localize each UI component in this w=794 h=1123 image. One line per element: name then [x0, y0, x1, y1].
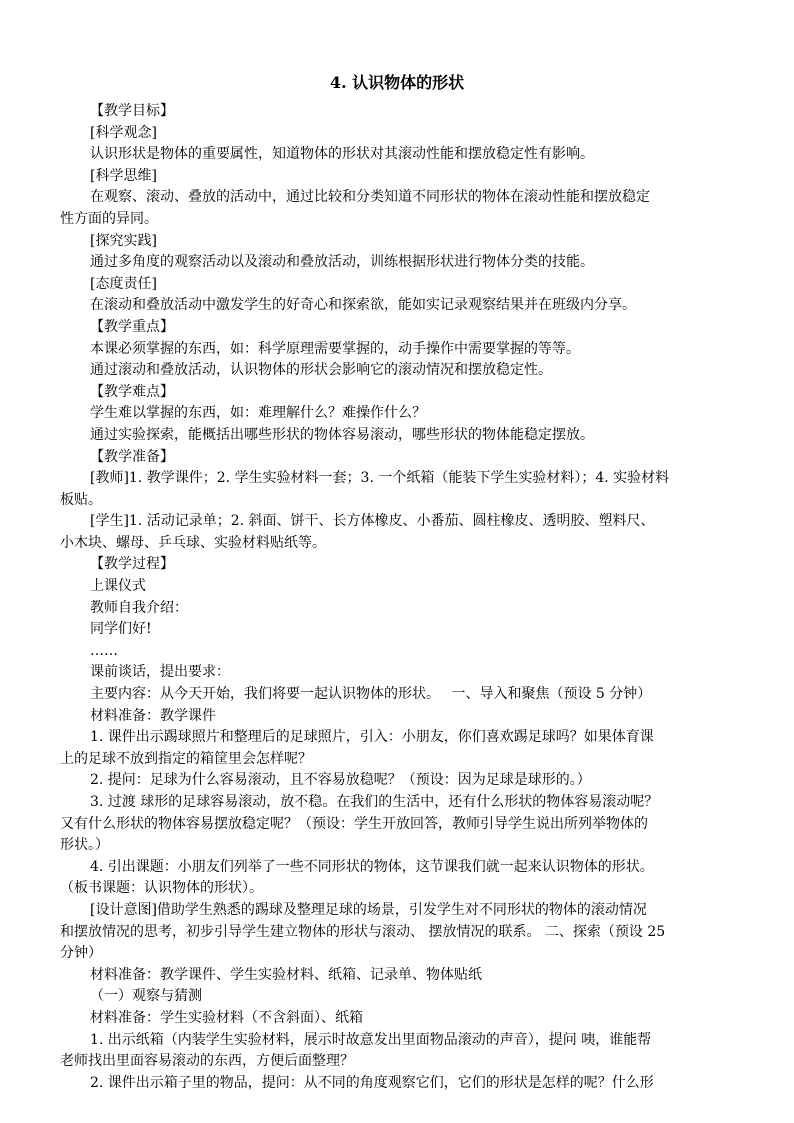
- text-line: 材料准备：教学课件、学生实验材料、纸箱、记录单、物体贴纸: [90, 966, 482, 983]
- text-line: 通过实验探索，能概括出哪些形状的物体容易滚动，哪些形状的物体能稳定摆放。: [90, 426, 594, 443]
- document-title: 4. 认识物体的形状: [329, 73, 465, 92]
- text-line: [态度责任]: [90, 275, 157, 292]
- text-line: 教师自我介绍：: [90, 599, 188, 616]
- text-line: [探究实践]: [90, 232, 157, 249]
- text-line: 【教学准备】: [90, 448, 174, 465]
- text-line: [设计意图]借助学生熟悉的踢球及整理足球的场景，引发学生对不同形状的物体的滚动情况: [90, 901, 647, 918]
- text-line: 老师找出里面容易滚动的东西，方便后面整理？: [60, 1053, 354, 1070]
- text-line: 2. 提问：足球为什么容易滚动，且不容易放稳呢？（预设：因为足球是球形的。）: [90, 772, 591, 789]
- text-line: 1. 课件出示踢球照片和整理后的足球照片，引入：小朋友，你们喜欢踢足球吗？如果体育课: [90, 729, 654, 746]
- text-line: [学生]1. 活动记录单；2. 斜面、饼干、长方体橡皮、小番茄、圆柱橡皮、透明胶、塑料尺、: [90, 513, 655, 530]
- text-line: ……: [90, 642, 118, 659]
- text-line: 和摆放情况的思考，初步引导学生建立物体的形状与滚动、 摆放情况的联系。 二、探索（预设 25: [60, 923, 666, 940]
- text-line: 板贴。: [60, 491, 102, 508]
- text-line: （板书课题：认识物体的形状）。: [60, 880, 263, 897]
- text-line: 性方面的异同。: [60, 210, 158, 227]
- text-line: 3. 过渡 球形的足球容易滚动，放不稳。在我们的生活中，还有什么形状的物体容易滚动呢？: [90, 794, 659, 810]
- text-line: 材料准备：学生实验材料（不含斜面）、纸箱: [90, 1009, 363, 1026]
- text-line: 课前谈话，提出要求：: [90, 664, 230, 681]
- text-line: 1. 出示纸箱（内装学生实验材料，展示时故意发出里面物品滚动的声音），提问 咦，谁能帮: [90, 1031, 652, 1048]
- text-line: 在滚动和叠放活动中激发学生的好奇心和探索欲，能如实记录观察结果并在班级内分享。: [90, 297, 636, 314]
- document-body: [60, 101, 736, 1094]
- text-line: 通过滚动和叠放活动，认识物体的形状会影响它的滚动情况和摆放稳定性。: [90, 362, 552, 379]
- text-line: 【教学过程】: [90, 556, 174, 573]
- text-line: [教师]1. 教学课件；2. 学生实验材料一套；3. 一个纸箱（能装下学生实验材料）；4. 实验材料: [90, 470, 670, 487]
- text-line: 形状。）: [60, 837, 109, 854]
- text-line: 上的足球不放到指定的箱筐里会怎样呢？: [60, 750, 312, 767]
- text-line: 分钟）: [60, 945, 102, 962]
- text-line: 材料准备：教学课件: [90, 707, 216, 724]
- text-line: [科学观念]: [90, 124, 157, 141]
- text-line: 在观察、滚动、叠放的活动中，通过比较和分类知道不同形状的物体在滚动性能和摆放稳定: [90, 189, 650, 206]
- text-line: 学生难以掌握的东西，如：难理解什么？难操作什么？: [90, 405, 426, 422]
- text-line: 【教学目标】: [90, 103, 174, 119]
- text-line: 【教学难点】: [90, 383, 174, 400]
- text-line: 又有什么形状的物体容易摆放稳定呢？（预设：学生开放回答，教师引导学生说出所列举物体的: [60, 815, 648, 832]
- text-line: 主要内容：从今天开始，我们将要一起认识物体的形状。 一、导入和聚焦（预设 5 分钟）: [90, 686, 652, 703]
- text-line: 通过多角度的观察活动以及滚动和叠放活动，训练根据形状进行物体分类的技能。: [90, 254, 594, 271]
- text-line: 小木块、螺母、乒乓球、实验材料贴纸等。: [60, 534, 326, 551]
- text-line: （一）观察与猜测: [90, 988, 202, 1005]
- text-line: 同学们好!: [90, 621, 152, 638]
- text-line: 2. 课件出示箱子里的物品，提问：从不同的角度观察它们，它们的形状是怎样的呢？什么形: [90, 1074, 654, 1091]
- text-line: 上课仪式: [90, 578, 146, 595]
- text-line: 认识形状是物体的重要属性，知道物体的形状对其滚动性能和摆放稳定性有影响。: [90, 146, 594, 163]
- text-line: 本课必须掌握的东西，如：科学原理需要掌握的，动手操作中需要掌握的等等。: [90, 340, 580, 357]
- text-line: 4. 引出课题：小朋友们列举了一些不同形状的物体，这节课我们就一起来认识物体的形状。: [90, 858, 654, 875]
- text-line: [科学思维]: [90, 167, 157, 184]
- text-line: 【教学重点】: [90, 318, 174, 335]
